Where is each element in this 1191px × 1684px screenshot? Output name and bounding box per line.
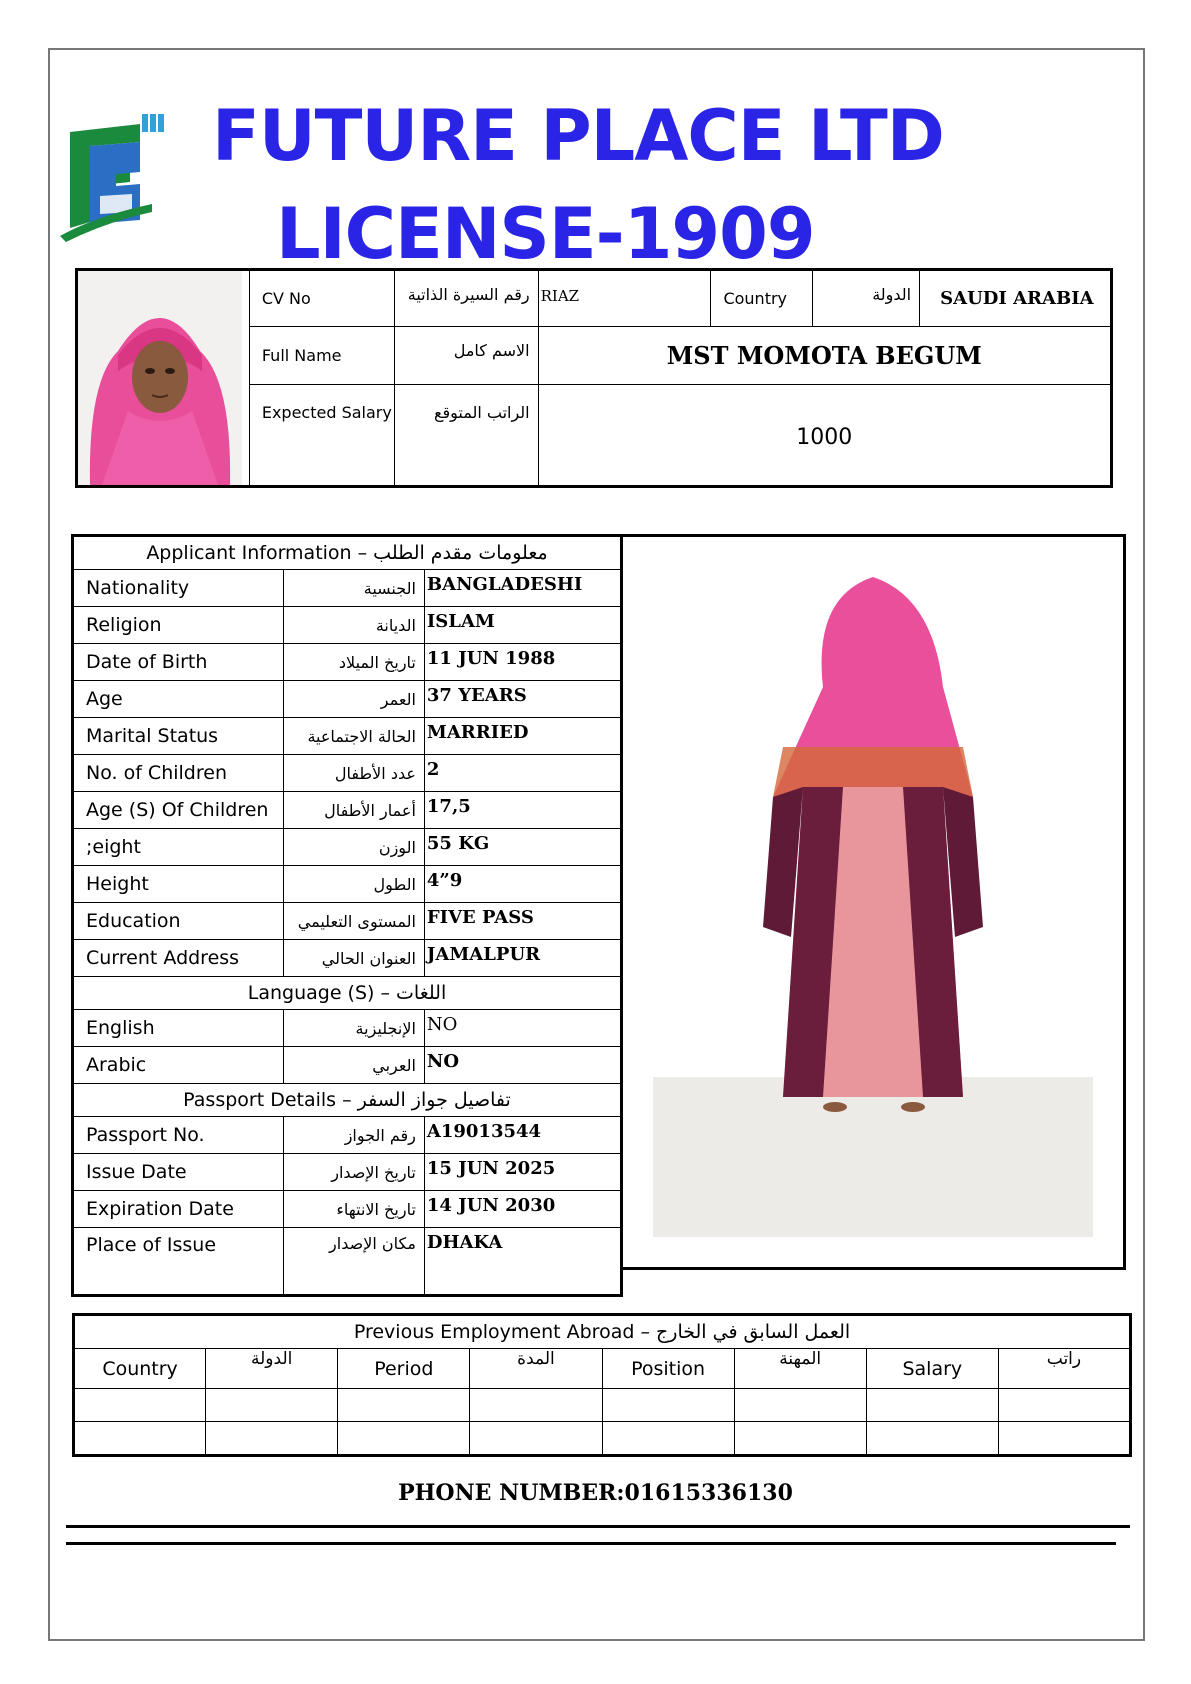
row-label-ar: الجنسية (284, 570, 425, 607)
row-label: Age (S) Of Children (73, 792, 284, 829)
row-value: 4”9 (424, 866, 621, 903)
row-label: Passport No. (73, 1117, 284, 1154)
applicant-info-table (71, 534, 623, 1297)
row-label-ar: تاريخ الإصدار (284, 1154, 425, 1191)
employment-table (72, 1313, 1132, 1457)
header-country-ar: الدولة (206, 1349, 338, 1389)
table-row (73, 903, 622, 940)
row-label: Religion (73, 607, 284, 644)
cv-no-label: CV No (249, 270, 394, 327)
row-value: NO (424, 1010, 621, 1047)
header-salary: Salary (866, 1349, 998, 1389)
header-period-ar: المدة (470, 1349, 602, 1389)
table-row (73, 1228, 622, 1296)
cv-no-label-ar: رقم السيرة الذاتية (395, 270, 538, 327)
row-label-ar: الديانة (284, 607, 425, 644)
row-label-ar: تاريخ الميلاد (284, 644, 425, 681)
row-value: JAMALPUR (424, 940, 621, 977)
table-row (73, 792, 622, 829)
row-label-ar: تاريخ الانتهاء (284, 1191, 425, 1228)
row-label-ar: المستوى التعليمي (284, 903, 425, 940)
row-value: 55 KG (424, 829, 621, 866)
table-row (73, 1191, 622, 1228)
divider (66, 1542, 1116, 1545)
row-value: 14 JUN 2030 (424, 1191, 621, 1228)
row-label: Expiration Date (73, 1191, 284, 1228)
row-label: Current Address (73, 940, 284, 977)
row-value: 37 YEARS (424, 681, 621, 718)
row-label: English (73, 1010, 284, 1047)
company-logo-icon (56, 112, 166, 244)
table-row (73, 1010, 622, 1047)
row-label-ar: مكان الإصدار (284, 1228, 425, 1296)
row-value: FIVE PASS (424, 903, 621, 940)
header-position: Position (602, 1349, 734, 1389)
row-label-ar: العنوان الحالي (284, 940, 425, 977)
row-label: Nationality (73, 570, 284, 607)
row-label-ar: عدد الأطفال (284, 755, 425, 792)
table-row (73, 570, 622, 607)
language-section-title: Language (S) – اللغات (73, 977, 622, 1010)
row-label: No. of Children (73, 755, 284, 792)
employment-section-title: Previous Employment Abroad – العمل السابق في الخارج (74, 1315, 1131, 1349)
table-row (73, 718, 622, 755)
row-label: Arabic (73, 1047, 284, 1084)
license-number: LICENSE-1909 (276, 193, 815, 275)
row-label-ar: الحالة الاجتماعية (284, 718, 425, 755)
salary-value: 1000 (538, 384, 1111, 486)
applicant-full-photo (623, 534, 1126, 1270)
row-label-ar: العمر (284, 681, 425, 718)
country-value: SAUDI ARABIA (920, 270, 1112, 327)
row-label: Height (73, 866, 284, 903)
applicant-portrait (77, 270, 250, 487)
table-row (73, 866, 622, 903)
row-value: NO (424, 1047, 621, 1084)
row-value: BANGLADESHI (424, 570, 621, 607)
row-value: 15 JUN 2025 (424, 1154, 621, 1191)
full-name-label-ar: الاسم كامل (395, 327, 538, 384)
header-position-ar: المهنة (734, 1349, 866, 1389)
row-label: Date of Birth (73, 644, 284, 681)
row-label-ar: الطول (284, 866, 425, 903)
table-row (73, 1117, 622, 1154)
row-label: Issue Date (73, 1154, 284, 1191)
row-label: Age (73, 681, 284, 718)
country-label: Country (711, 270, 812, 327)
cv-no-value: RIAZ (538, 270, 711, 327)
table-row (73, 940, 622, 977)
table-row (73, 644, 622, 681)
row-value: 17,5 (424, 792, 621, 829)
row-value: DHAKA (424, 1228, 621, 1296)
row-value: A19013544 (424, 1117, 621, 1154)
table-row (74, 1422, 1131, 1456)
row-value: 2 (424, 755, 621, 792)
header-country: Country (74, 1349, 206, 1389)
divider (66, 1525, 1130, 1528)
country-label-ar: الدولة (812, 270, 920, 327)
summary-table (75, 268, 1113, 488)
row-label-ar: الإنجليزية (284, 1010, 425, 1047)
table-row (74, 1389, 1131, 1422)
row-label-ar: الوزن (284, 829, 425, 866)
company-name: FUTURE PLACE LTD (212, 95, 944, 177)
header-period: Period (338, 1349, 470, 1389)
row-label: Education (73, 903, 284, 940)
salary-label-ar: الراتب المتوقع (395, 384, 538, 486)
row-label: ;eight (73, 829, 284, 866)
row-value: 11 JUN 1988 (424, 644, 621, 681)
row-label: Marital Status (73, 718, 284, 755)
row-label-ar: العربي (284, 1047, 425, 1084)
full-name-value: MST MOMOTA BEGUM (538, 327, 1111, 384)
row-label-ar: رقم الجواز (284, 1117, 425, 1154)
applicant-section-title: Applicant Information – معلومات مقدم الطلب (73, 536, 622, 570)
table-row (73, 681, 622, 718)
table-row (73, 829, 622, 866)
header-salary-ar: راتب (998, 1349, 1130, 1389)
table-row (73, 755, 622, 792)
row-label-ar: أعمار الأطفال (284, 792, 425, 829)
full-name-label: Full Name (249, 327, 394, 384)
table-row (73, 1154, 622, 1191)
phone-number: PHONE NUMBER:01615336130 (398, 1480, 793, 1506)
table-row (73, 1047, 622, 1084)
table-row (73, 607, 622, 644)
row-value: ISLAM (424, 607, 621, 644)
row-label: Place of Issue (73, 1228, 284, 1296)
passport-section-title: Passport Details – تفاصيل جواز السفر (73, 1084, 622, 1117)
salary-label: Expected Salary (249, 384, 394, 486)
row-value: MARRIED (424, 718, 621, 755)
